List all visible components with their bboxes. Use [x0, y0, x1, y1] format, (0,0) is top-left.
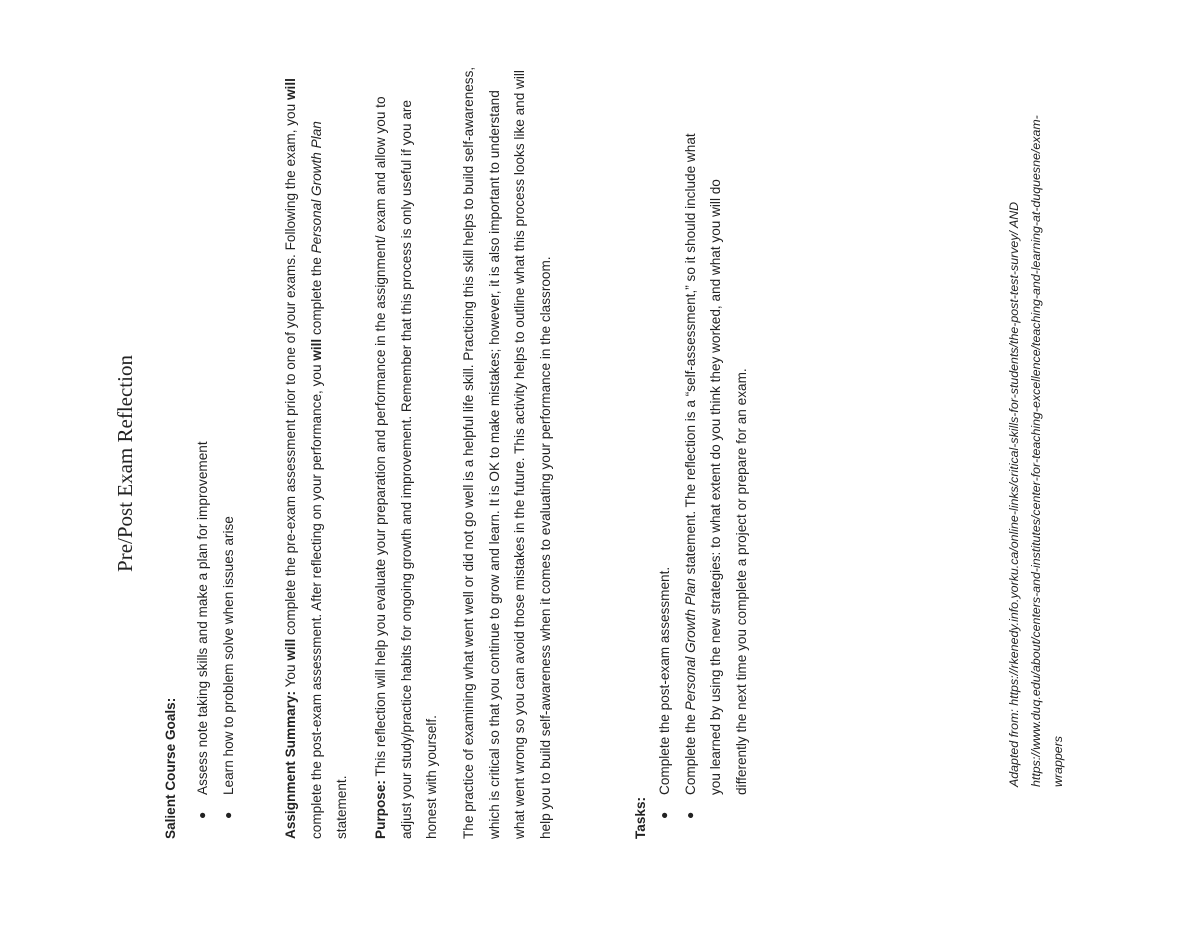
summary-emphasis: will — [308, 338, 324, 361]
page-title: Pre/Post Exam Reflection — [113, 355, 137, 572]
task-text: statement. The reflection is a “self-assessment,” so it should include what you learned by using the new strategies: to what extent do you think they worked, and what you will do differently the next time you complete a project or prepare for an exam. — [682, 133, 749, 795]
goals-list — [190, 59, 241, 819]
task-italic: Personal Growth Plan — [682, 578, 698, 711]
purpose-label: Purpose: — [373, 780, 388, 839]
bullet-icon: ● — [195, 811, 209, 819]
summary-text: complete the — [308, 257, 324, 336]
practice-text: The practice of examining what went well or did not go well is a helpful life skill. Practicing this skill helps to build self-awareness, which is critical so that you continue to grow and learn. It is OK to make mistakes; however, it is also important to understand what went wrong so you can avoid those mistakes in the future. This activity helps to outline what this process looks like and will help you to build self-awareness when it comes to evaluating your performance in the classroom. — [461, 66, 553, 839]
list-item — [216, 59, 242, 819]
summary-text: complete the pre-exam assessment prior to one of your exams. Following the exam, you — [283, 103, 298, 635]
summary-emphasis: will — [283, 638, 298, 661]
list-item — [678, 129, 755, 819]
list-item — [652, 129, 678, 819]
summary-italic: Personal Growth Plan — [308, 121, 324, 254]
source-credit: Adapted from: https://rkenedy.info.yorku.ca/online-links/critical-skills-for-students/the-post-test-survey/ AND https://www.duq.edu/about/centers-and-institutes/center-for-teaching-excellence/teaching-and-learning-at-duquesne/exam-wrappers — [1007, 115, 1065, 787]
bullet-icon: ● — [657, 811, 671, 819]
bullet-icon: ● — [682, 811, 697, 819]
summary-label: Assignment Summary: — [283, 690, 298, 839]
tasks-list — [652, 129, 754, 819]
assignment-summary — [278, 69, 355, 839]
list-item — [190, 59, 216, 819]
summary-text: You — [283, 664, 298, 688]
practice-paragraph — [456, 59, 558, 839]
summary-text: statement. — [334, 775, 350, 839]
task-text: Complete the post-exam assessment. — [657, 566, 672, 795]
task-text: Complete the — [682, 714, 698, 795]
bullet-icon: ● — [220, 811, 235, 819]
tasks-heading: Tasks: — [633, 796, 648, 839]
summary-text: complete the post-exam assessment. After reflecting on your performance, you — [308, 364, 324, 839]
purpose-paragraph — [368, 69, 445, 839]
goal-text: Assess note taking skills and make a plan for improvement — [195, 441, 210, 795]
goals-heading: Salient Course Goals: — [163, 697, 178, 839]
summary-emphasis: will — [283, 78, 298, 101]
goal-text: Learn how to problem solve when issues arise — [220, 516, 236, 795]
purpose-text: This reflection will help you evaluate your preparation and performance in the assignment/ exam and allow you to adjust your study/practice habits for ongoing growth and improvement. Remember that this process is only useful if you are honest with yourself. — [373, 96, 440, 839]
